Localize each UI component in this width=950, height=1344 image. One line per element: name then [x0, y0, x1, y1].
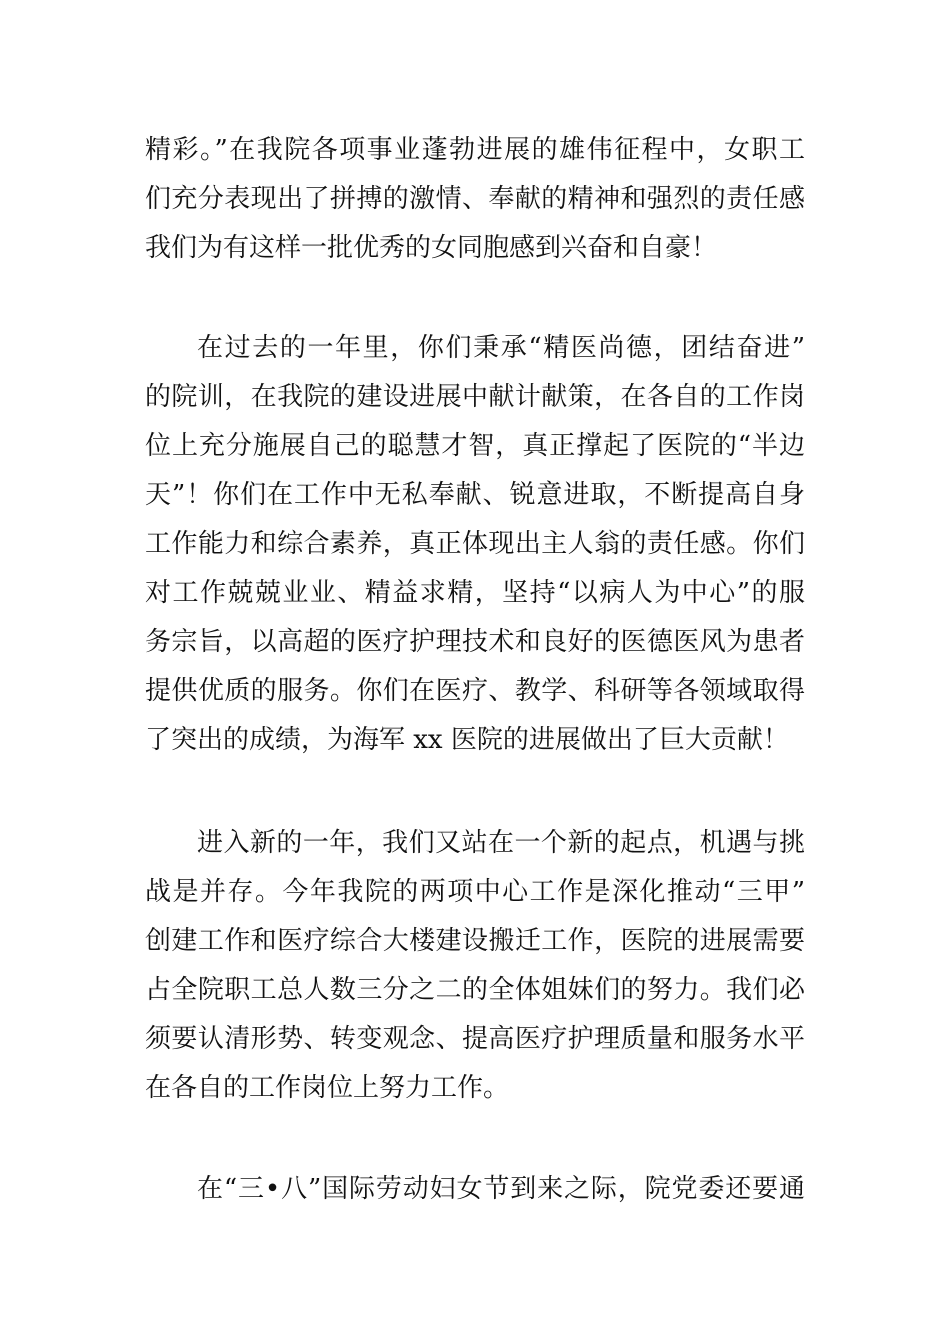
paragraph-2-line-5: 工作能力和综合素养，真正体现出主人翁的责任感。你们 — [145, 529, 805, 559]
paragraph-1-line-3: 我们为有这样一批优秀的女同胞感到兴奋和自豪！ — [145, 233, 718, 263]
paragraph-3-line-4: 占全院职工总人数三分之二的全体姐妹们的努力。我们必 — [145, 975, 805, 1005]
paragraph-2-line-4: 天”！你们在工作中无私奉献、锐意进取，不断提高自身 — [145, 480, 805, 510]
paragraph-3-line-3: 创建工作和医疗综合大楼建设搬迁工作，医院的进展需要 — [145, 926, 805, 956]
paragraph-1-line-1: 精彩。”在我院各项事业蓬勃进展的雄伟征程中，女职工 — [145, 135, 805, 165]
paragraph-3-line-5: 须要认清形势、转变观念、提高医疗护理质量和服务水平 — [145, 1024, 805, 1054]
paragraph-3-line-1: 进入新的一年，我们又站在一个新的起点，机遇与挑 — [197, 828, 805, 858]
paragraph-3-line-6: 在各自的工作岗位上努力工作。 — [145, 1073, 510, 1103]
paragraph-2-line-1: 在过去的一年里，你们秉承“精医尚德，团结奋进” — [197, 333, 805, 363]
paragraph-2-line-6: 对工作兢兢业业、精益求精，坚持“以病人为中心”的服 — [145, 578, 805, 608]
paragraph-4-line-1: 在“三•八”国际劳动妇女节到来之际，院党委还要通 — [197, 1174, 805, 1204]
paragraph-2-line-7: 务宗旨，以高超的医疗护理技术和良好的医德医风为患者 — [145, 627, 805, 657]
paragraph-2-line-8: 提供优质的服务。你们在医疗、教学、科研等各领域取得 — [145, 676, 805, 706]
paragraph-1-line-2: 们充分表现出了拼搏的激情、奉献的精神和强烈的责任感 — [145, 184, 805, 214]
paragraph-2-line-3: 位上充分施展自己的聪慧才智，真正撑起了医院的“半边 — [145, 431, 805, 461]
paragraph-3-line-2: 战是并存。今年我院的两项中心工作是深化推动“三甲” — [145, 877, 805, 907]
paragraph-2-line-9: 了突出的成绩，为海军 xx 医院的进展做出了巨大贡献！ — [145, 725, 789, 755]
paragraph-2-line-2: 的院训，在我院的建设进展中献计献策，在各自的工作岗 — [145, 382, 805, 412]
